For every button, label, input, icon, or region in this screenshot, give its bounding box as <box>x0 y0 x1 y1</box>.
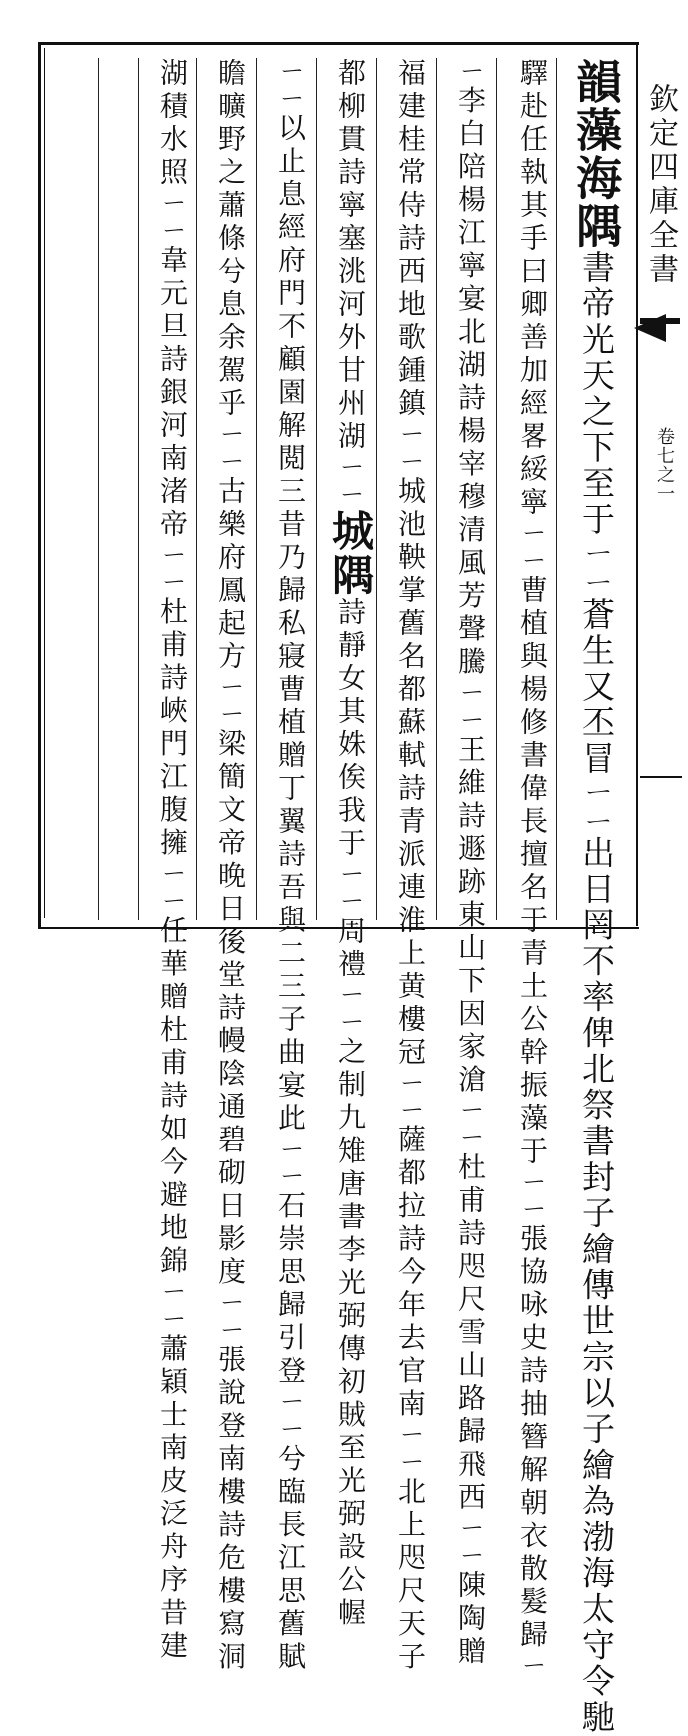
text-column-4 <box>384 58 432 1675</box>
frame-inner-rule <box>44 48 45 918</box>
column-rule <box>98 58 99 920</box>
column-text: 書帝光天之下至于ㄧㄧ蒼生又丕冒ㄧㄧ出日罔不率俾北祭書封子繪傳世宗以子繪為渤海太守令馳 <box>577 250 616 1736</box>
column-text: 湖積水照ㄧㄧ韋元旦詩銀河南渚帝ㄧㄧ杜甫詩峽門江腹擁ㄧㄧ任華贈杜甫詩如今避地錦ㄧㄧ蕭穎士南皮泛舟序昔建 <box>156 58 189 1664</box>
text-column-1 <box>568 58 623 1736</box>
column-text: 驛赴任執其手曰卿善加經畧綏寧ㄧㄧ曹植與楊修書偉長擅名于青土公幹振藻于ㄧㄧ張協咏史詩抽簪解朝衣散髮歸ㄧ <box>516 58 549 1681</box>
column-rule <box>556 58 557 920</box>
text-column-6 <box>264 58 312 1675</box>
column-text: 福建桂常侍詩西地歌鍾鎮ㄧㄧ城池鞅掌舊名都蘇軾詩青派連淮上黄樓冠ㄧㄧ薩都拉詩今年去官南ㄧㄧ北上咫尺天子 <box>394 58 427 1675</box>
column-rule <box>376 58 377 920</box>
book-title: 欽定四庫全書 <box>643 83 678 287</box>
text-column-3 <box>444 58 492 1669</box>
margin-tick <box>640 776 682 778</box>
text-column-7 <box>204 58 252 1675</box>
column-text: ㄧ李白陪楊江寧宴北湖詩楊宰穆清風芳聲騰ㄧㄧ王維詩遯跡東山下因家滄ㄧㄧ杜甫詩咫尺雪山路歸飛西ㄧㄧ陳陶贈 <box>454 58 487 1669</box>
text-column-8 <box>146 58 194 1664</box>
column-text: 瞻曠野之蕭條兮息余駕乎ㄧㄧ古樂府鳳起方ㄧㄧ梁簡文帝晚日後堂詩幔陰通碧砌日影度ㄧㄧ張說登南樓詩危樓寫洞 <box>214 58 247 1675</box>
entry-heading: 韻藻海隅 <box>569 58 623 250</box>
column-rule <box>196 58 197 920</box>
text-column-2 <box>506 58 554 1681</box>
fishtail-bar <box>640 318 680 324</box>
column-text: 都柳貫詩寧塞洮河外甘州湖ㄧㄧ <box>334 58 367 509</box>
column-rule <box>138 58 139 920</box>
text-column-5 <box>324 58 375 1631</box>
column-rule <box>316 58 317 920</box>
column-text: ㄧㄧ以止息經府門不顧園解閲三昔乃歸私寢曹植贈丁翼詩吾與二三子曲宴此ㄧㄧ石崇思歸引登ㄧㄧ兮臨長江思舊賦 <box>274 58 307 1675</box>
column-rule <box>496 58 497 920</box>
column-text: 詩靜女其姝俟我于ㄧㄧ周禮ㄧㄧ之制九雉唐書李光弼傳初賊至光弼設公幄 <box>334 596 367 1631</box>
entry-heading: 城隅 <box>326 508 375 597</box>
volume-label: 卷七之一 <box>654 427 675 503</box>
column-rule <box>436 58 437 920</box>
column-rule <box>256 58 257 920</box>
